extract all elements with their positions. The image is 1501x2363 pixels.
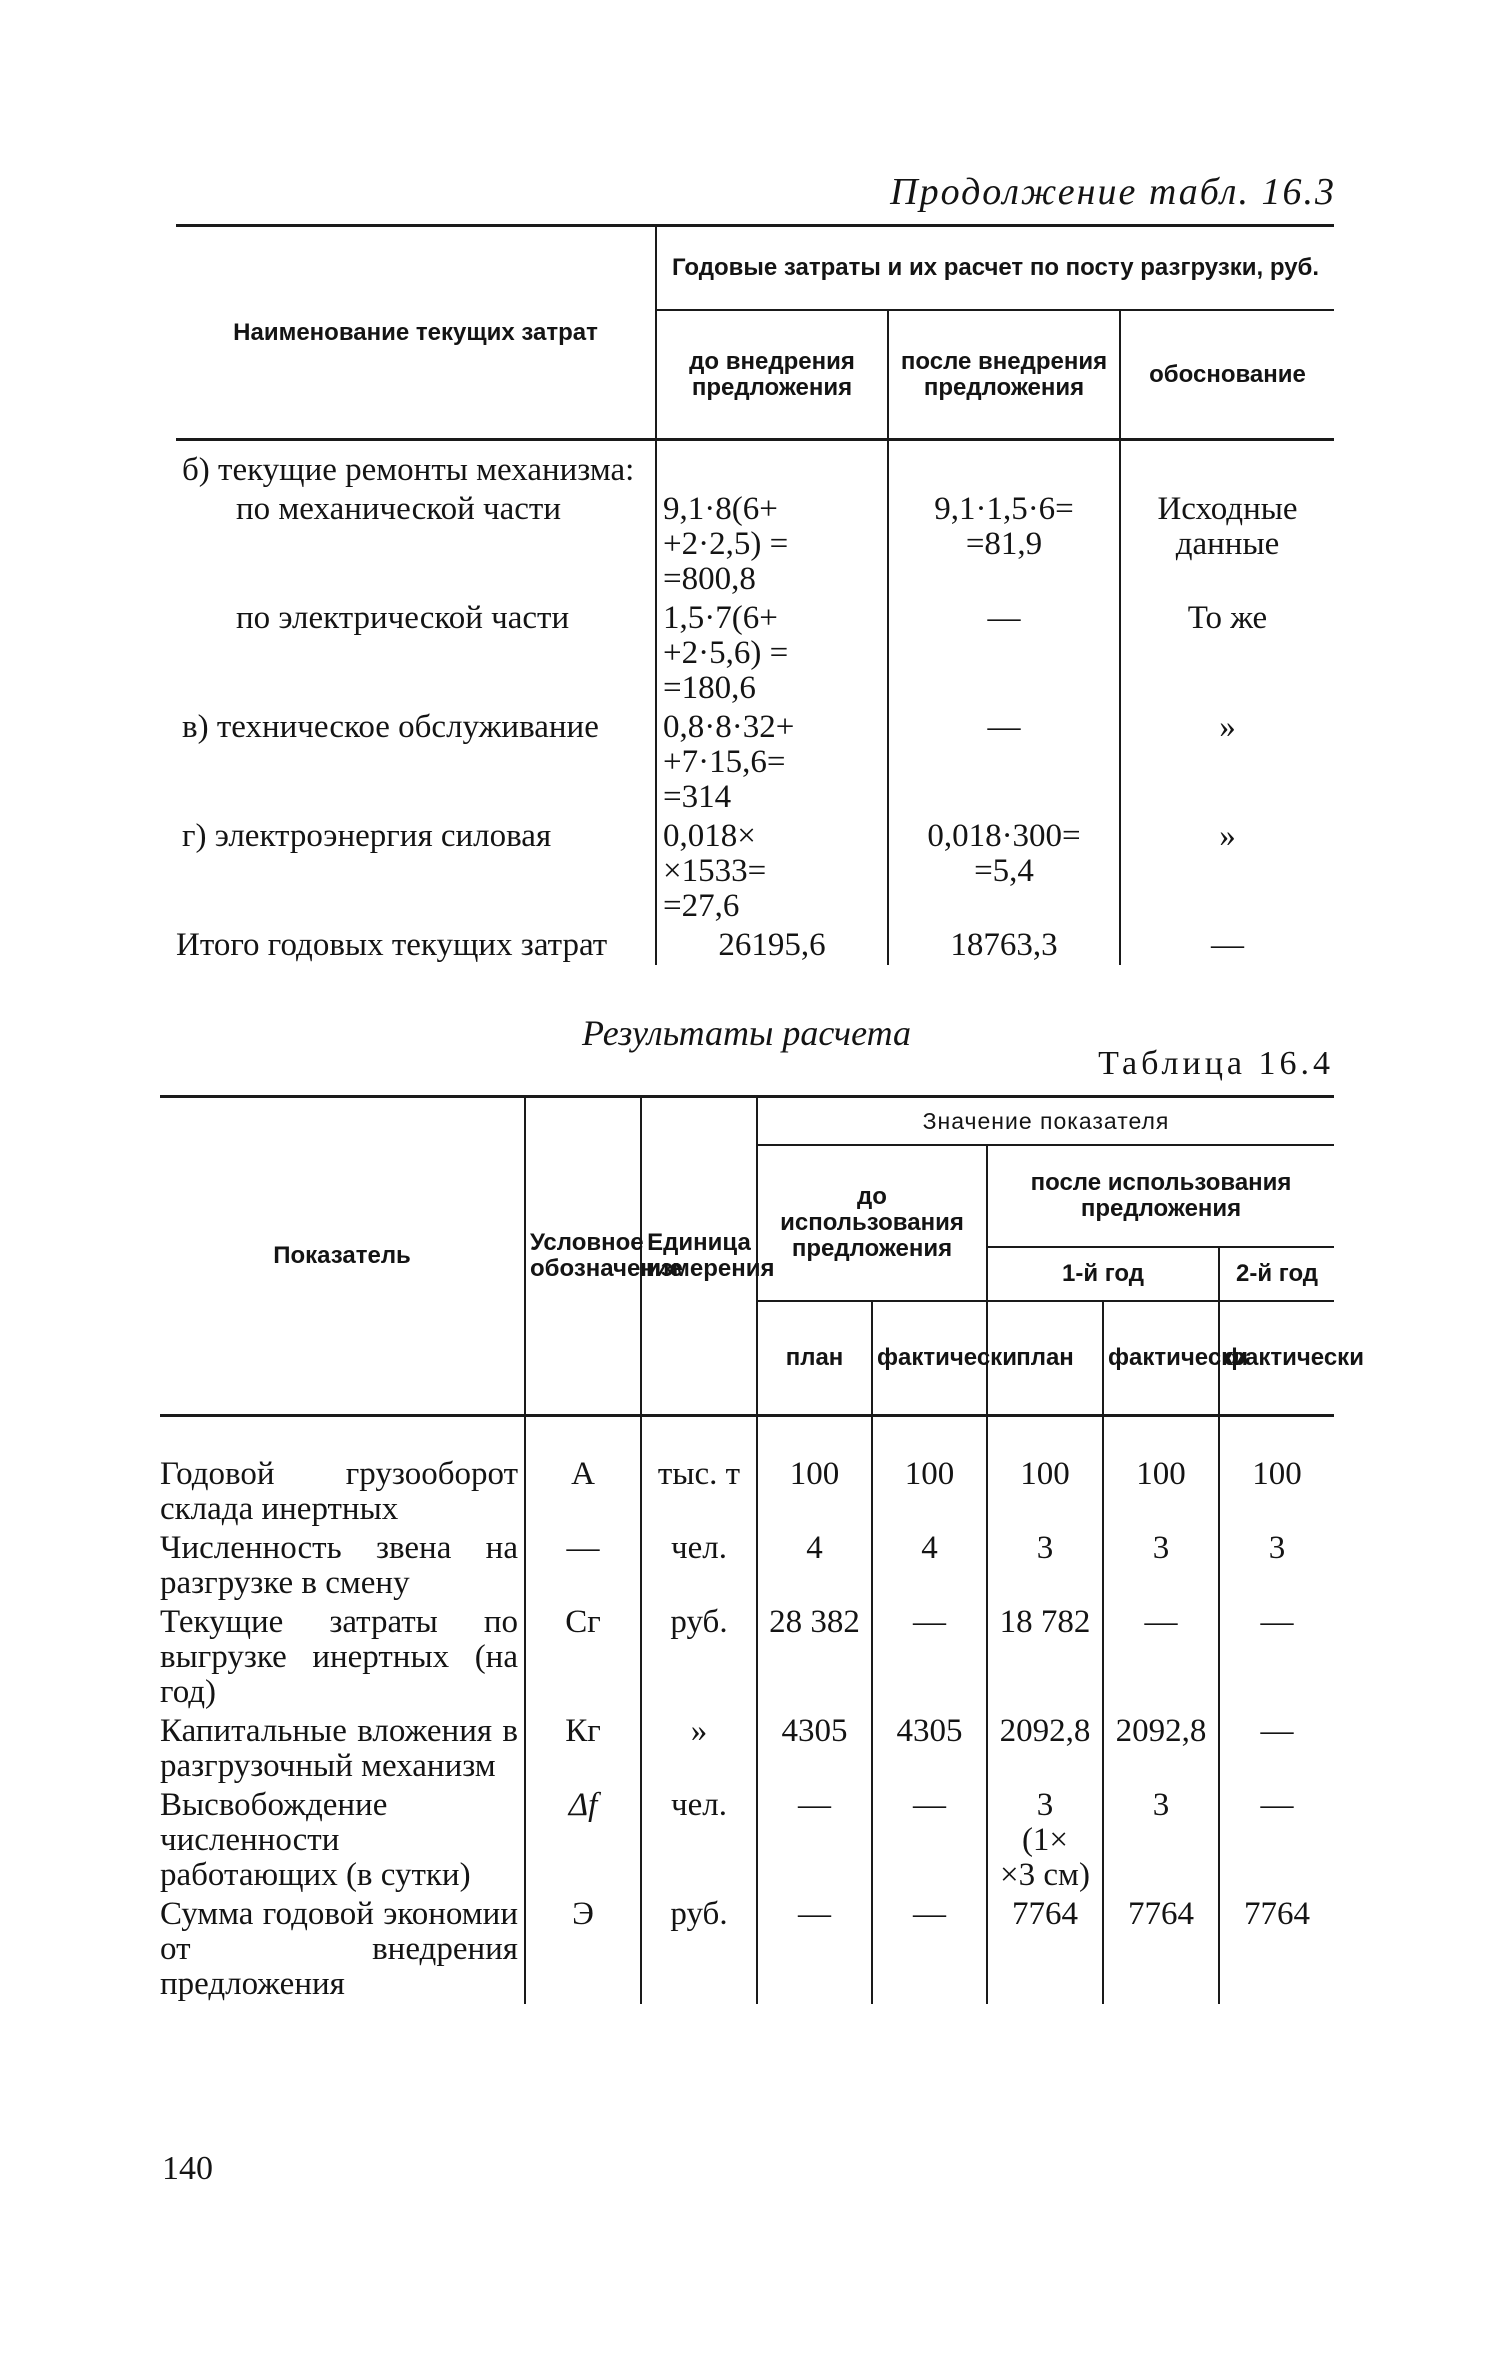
header-after: после внедрения предложения <box>888 310 1120 440</box>
continuation-caption: Продолжение табл. 16.3 <box>890 171 1336 213</box>
header-year2: 2-й год <box>1219 1247 1334 1301</box>
cost-before: 0,018× ×1533= =27,6 <box>656 817 888 926</box>
indicator-unit: чел. <box>641 1786 757 1895</box>
page-number: 140 <box>162 2150 213 2187</box>
results-table <box>160 1095 1364 2004</box>
indicator-symbol: — <box>525 1529 641 1603</box>
cost-name: б) текущие ремонты механизма: <box>182 452 635 488</box>
cost-after: — <box>888 708 1120 817</box>
cost-basis: » <box>1120 817 1334 926</box>
header-symbol: Условное обозначение <box>525 1097 641 1416</box>
cost-name: по электрической части <box>236 600 570 636</box>
cost-before: 1,5·7(6+ +2·5,6) = =180,6 <box>656 599 888 708</box>
indicator-name: Высвобождение численности работающих (в сутки) <box>160 1787 471 1893</box>
indicator-unit: руб. <box>641 1895 757 2004</box>
header-before: до внедрения предложения <box>656 310 888 440</box>
header-indicator: Показатель <box>160 1097 525 1416</box>
indicator-symbol: Э <box>525 1895 641 2004</box>
cost-basis: » <box>1120 708 1334 817</box>
header-annual-costs: Годовые затраты и их расчет по посту разгрузки, руб. <box>656 226 1334 311</box>
table-row <box>176 708 1334 817</box>
header-plan: план <box>757 1301 872 1416</box>
cost-name: в) техническое обслуживание <box>182 709 599 745</box>
table-row <box>176 817 1334 926</box>
cost-name: Итого годовых текущих затрат <box>176 927 608 963</box>
indicator-symbol: Сг <box>525 1603 641 1712</box>
header-actual: фактически <box>1103 1301 1219 1416</box>
table-number: Таблица 16.4 <box>1098 1045 1334 1082</box>
table-row: Капитальные вложения в разгрузочный механизм Кг » 4305 4305 2092,8 2092,8 — <box>160 1712 1334 1786</box>
indicator-unit: тыс. т <box>641 1416 757 1530</box>
indicator-symbol: Δf <box>525 1786 641 1895</box>
indicator-name: Годовой грузооборот склада инертных <box>160 1456 518 1527</box>
header-before-use: до использования предложения <box>757 1145 987 1301</box>
indicator-symbol: Кг <box>525 1712 641 1786</box>
cost-before: 9,1·8(6+ +2·2,5) = =800,8 <box>656 490 888 599</box>
header-after-use: после использования предложения <box>987 1145 1334 1247</box>
cost-name: г) электроэнергия силовая <box>182 818 552 854</box>
indicator-unit: чел. <box>641 1529 757 1603</box>
table-title: Результаты расчета <box>582 1013 912 1053</box>
table-row: Численность звена на разгрузке в смену — чел. 4 4 3 3 3 <box>160 1529 1334 1603</box>
table-row <box>176 490 1334 599</box>
header-year1: 1-й год <box>987 1247 1219 1301</box>
table-row-total <box>176 926 1334 965</box>
cost-after: 9,1·1,5·6= =81,9 <box>888 490 1120 599</box>
indicator-symbol: А <box>525 1416 641 1530</box>
cost-after: 18763,3 <box>888 926 1120 965</box>
header-value-group: Значение показателя <box>757 1097 1334 1146</box>
indicator-unit: руб. <box>641 1603 757 1712</box>
table-row: Высвобождение численности работающих (в сутки) Δf чел. — — 3 (1× ×3 см) 3 — <box>160 1786 1334 1895</box>
table-row: Сумма годовой экономии от внедрения предложения Э руб. — — 7764 7764 7764 <box>160 1895 1334 2004</box>
header-cost-name: Наименование текущих затрат <box>176 226 656 440</box>
header-basis: обоснование <box>1120 310 1334 440</box>
indicator-name: Капитальные вложения в разгрузочный механизм <box>160 1713 518 1784</box>
cost-basis: Исходные данные <box>1120 490 1334 599</box>
cost-basis: — <box>1120 926 1334 965</box>
cost-before: 26195,6 <box>656 926 888 965</box>
costs-table <box>176 224 1334 965</box>
header-plan: план <box>987 1301 1103 1416</box>
header-actual: фактически <box>872 1301 987 1416</box>
indicator-unit: » <box>641 1712 757 1786</box>
indicator-name: Численность звена на разгрузке в смену <box>160 1530 518 1601</box>
header-actual: фактически <box>1219 1301 1334 1416</box>
indicator-name: Текущие затраты по выгрузке инертных (на год) <box>160 1604 518 1710</box>
cost-basis: То же <box>1120 599 1334 708</box>
table-row: Годовой грузооборот склада инертных А тыс. т 100 100 100 100 100 <box>160 1416 1334 1530</box>
cost-after: — <box>888 599 1120 708</box>
table-row <box>176 599 1334 708</box>
table-row <box>176 440 1334 491</box>
table-row: Текущие затраты по выгрузке инертных (на год) Сг руб. 28 382 — 18 782 — — <box>160 1603 1334 1712</box>
cost-before: 0,8·8·32+ +7·15,6= =314 <box>656 708 888 817</box>
header-unit: Единица измерения <box>641 1097 757 1416</box>
cost-after: 0,018·300= =5,4 <box>888 817 1120 926</box>
indicator-name: Сумма годовой экономии от внедрения предложения <box>160 1896 518 2002</box>
cost-name: по механической части <box>236 491 561 527</box>
